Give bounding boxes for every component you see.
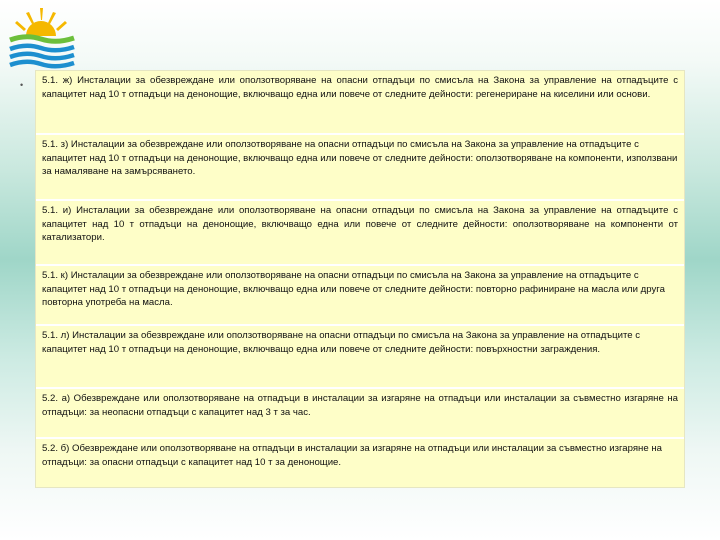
table-row bbox=[36, 201, 684, 266]
sun-disc bbox=[26, 21, 56, 36]
row-text: 5.2. б) Обезвреждане или оползотворяване на отпадъци в инсталации за изгаряне на отпадъци или инсталации за съвместно изгаряне на отпадъци: за опасни отпадъци с капацитет над 10 т за денонощие. bbox=[42, 443, 662, 468]
row-text: 5.2. а) Обезвреждане или оползотворяване на отпадъци в инсталации за изгаряне на отпадъци или инсталации за съвместно изгаряне на отпадъци: за неопасни отпадъци с капацитет над 3 т за час. bbox=[42, 393, 678, 418]
wave-blue-3 bbox=[10, 62, 74, 67]
table-row bbox=[36, 326, 684, 389]
sun-over-waves-logo bbox=[4, 4, 78, 78]
content-table bbox=[35, 70, 685, 488]
wave-blue-1 bbox=[10, 46, 74, 51]
row-text: 5.1. ж) Инсталации за обезвреждане или оползотворяване на опасни отпадъци по смисъла на Закона за управление на отпадъците с капацитет над 10 т отпадъци на денонощие, включващо една или повече от следните дейности: регенериране на киселини или основи. bbox=[42, 75, 678, 100]
table-row bbox=[36, 266, 684, 326]
row-text: 5.1. к) Инсталации за обезвреждане или оползотворяване на опасни отпадъци по смисъла на Закона за управление на отпадъците с капацитет над 10 т отпадъци на денонощие, включващо една или повече от следните дейности: повторно рафиниране на масла или друга повторна употреба на масла. bbox=[42, 270, 665, 308]
table-row bbox=[36, 439, 684, 487]
table-row bbox=[36, 135, 684, 201]
table-row bbox=[36, 389, 684, 439]
wave-green bbox=[10, 37, 74, 42]
row-text: 5.1. з) Инсталации за обезвреждане или оползотворяване на опасни отпадъци по смисъла на Закона за управление на отпадъците с капацитет над 10 т отпадъци на денонощие, включващо една или повече от следните дейности: оползотворяване на компоненти, използвани за намаляване на замърсяването. bbox=[42, 139, 678, 177]
logo-graphic bbox=[4, 4, 78, 78]
row-text: 5.1. л) Инсталации за обезвреждане или оползотворяване на опасни отпадъци по смисъла на Закона за управление на отпадъците с капацитет над 10 т отпадъци на денонощие, включващо една или повече от следните дейности: повърхностни заграждения. bbox=[42, 330, 641, 355]
table-row bbox=[36, 71, 684, 135]
row-text: 5.1. и) Инсталации за обезвреждане или оползотворяване на опасни отпадъци по смисъла на Закона за управление на отпадъците с капацитет над 10 т отпадъци на денонощие, включващо една или повече от следните дейности: оползотворяване на компоненти от катализатори. bbox=[42, 205, 678, 243]
wave-blue-2 bbox=[10, 54, 74, 59]
bullet-icon: • bbox=[20, 80, 24, 90]
